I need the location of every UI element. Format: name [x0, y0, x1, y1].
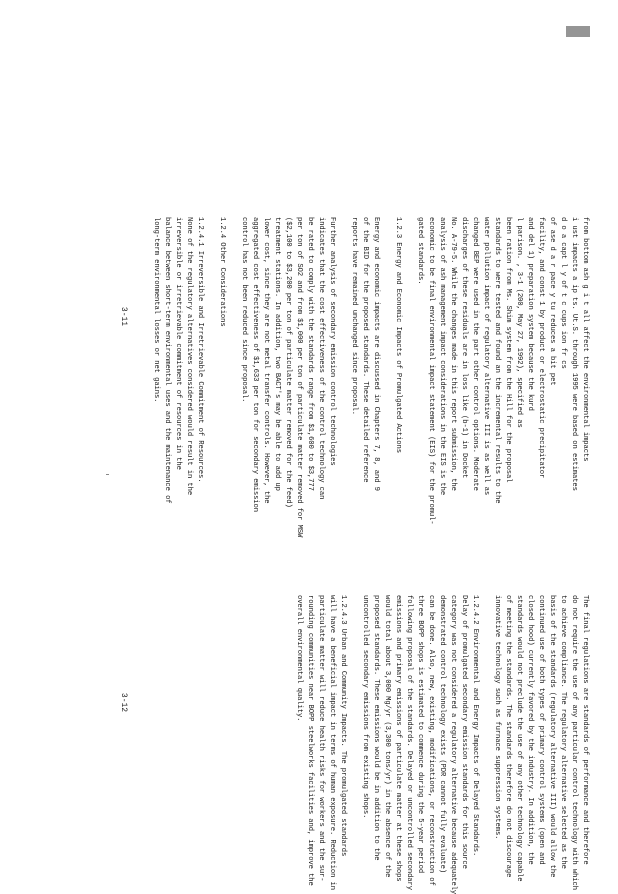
- text-line: Energy and economic impacts are discussed in Chapters 7, 8, and 9: [372, 217, 380, 491]
- text-line: be rated to comply with the standards range from $1,600 to $3,777: [306, 217, 314, 491]
- text-line: of ase d a r pace y tu reduces a bit pet: [548, 217, 556, 386]
- text-line: [403, 217, 414, 487]
- text-line: demonstrated control technology exists (PDR cannot fully evaluate): [438, 595, 446, 874]
- text-line: standards to were tested and found an the incremental results to the: [493, 217, 501, 504]
- scan-speck: [106, 474, 109, 475]
- text-line: basis of the standards (regulatory alternative III) would allow the: [548, 595, 556, 878]
- text-line: [205, 217, 216, 487]
- text-line: particulate matter will reduce health risks for workers and the sur-: [317, 595, 325, 882]
- text-line: i ust impacts a ip ts. Ut.S. through 1995 were based on estimates: [570, 217, 578, 491]
- page-number-1: 3-11: [119, 306, 129, 327]
- text-line: changed BEP were used in the part other control options. Moderate: [471, 217, 479, 491]
- text-line: category was not considered a regulatory alternative because adequately: [449, 595, 457, 894]
- text-line: indicates that the cost effectiveness of the control technology can: [317, 217, 325, 500]
- text-line: uncontrolled secondary emissions from existing shops.: [361, 595, 369, 819]
- text-line: of meeting the standards. The standards therefore do not discourage: [504, 595, 512, 878]
- text-line: overall environmental quality.: [295, 595, 303, 722]
- text-line: continued use of both types of primary control systems (open and: [537, 595, 545, 865]
- text-line: been ration from Ms. Shim system from the Hill for the proposal: [504, 217, 512, 483]
- text-line: will have a beneficial impact in terms of human exposure. Reduction in: [328, 595, 336, 890]
- text-line: 1.2.4.2 Environmental and Energy Impacts of Delayed Standards.: [471, 595, 479, 857]
- text-line: closed hood) currently favored by the industry. In addition, the: [526, 595, 534, 865]
- text-line: irreversible or irretrievable commitment of resources in the: [174, 217, 182, 470]
- text-line: [348, 595, 359, 865]
- text-line: facility, and const 1 by product or electrostatic precipitator: [537, 217, 545, 479]
- text-line: discharges of these residuals are in loss like (b-1) in Docket: [460, 217, 468, 479]
- text-line: aggregated cost effectiveness of $1,633 per ton for secondary emission: [251, 217, 259, 512]
- text-line: lower cost, since they are not metal transfer controls. However, the: [262, 217, 270, 504]
- text-line: per ton of SO2 and from $1,000 per ton of particulate matter removed for MSW: [295, 217, 303, 538]
- text-line: water pollution impact of regulatory alternative III is as well as: [482, 217, 490, 496]
- text-line: ($2,100 to $3,200 per ton of particulate matter removed for the feed): [284, 217, 292, 508]
- text-line: emissions and primary emissions of particulate matter at these shops: [394, 595, 402, 882]
- text-line: control has not been reduced since proposal.: [240, 217, 248, 403]
- text-line: three BOPP shops is estimated to commence during the 5-year period: [416, 595, 424, 874]
- archive-stamp: [566, 26, 590, 37]
- text-line: [337, 217, 348, 487]
- page-number-2: 3-12: [119, 692, 129, 713]
- text-line: and del 1) preparation system because the kurd: [526, 217, 534, 411]
- page-2-text: [40, 595, 590, 894]
- text-line: reports have remained unchanged since proposal.: [350, 217, 358, 416]
- text-line: 1.2.4.3 Urban and Community Impacts. The promulgated standards: [339, 595, 347, 857]
- text-line: No. A-79-5. While the changes made in this report submission, the: [449, 217, 457, 491]
- text-line: Delay of promulgated secondary emission standards for this source: [460, 595, 468, 869]
- text-line: of the BID for the proposed standards. These detailed reference: [361, 217, 369, 483]
- text-line: 1.2.4 Other Considerations: [218, 217, 226, 327]
- text-line: can be done. Also, new, existing, modifications, or reconstruction of: [427, 595, 435, 886]
- text-line: innovative technology such as furnace suppression systems.: [493, 595, 501, 840]
- text-line: [381, 217, 392, 487]
- text-line: [227, 217, 238, 487]
- text-line: would total about 3,000 Mg/yr (3,300 tons/yr) in the absence of the: [383, 595, 391, 878]
- text-line: Further analysis of secondary emission control technologies: [328, 217, 336, 466]
- text-line: None of the regulatory alternatives considered would result in the: [185, 217, 193, 496]
- text-line: following proposal of the standards. Delayed or uncontrolled secondary: [405, 595, 413, 890]
- text-line: 1.2.3 Energy and Economic Impacts of Promulgated Actions: [394, 217, 402, 453]
- text-line: treatment stations. In addition, two BACT's may be able to add up: [273, 217, 281, 491]
- text-line: from bottom ash g i t all affect the environmental impacts: [581, 217, 589, 462]
- text-line: economic to be final environmental impact statement (EIS) for the promul-: [427, 217, 435, 525]
- page-1-text: [40, 217, 590, 538]
- text-line: rounding communities near BOPP steelworks facilities and, improve the: [306, 595, 314, 886]
- text-line: long-term environmental losses or net gains.: [152, 217, 160, 403]
- text-line: do not require the use of any particular control technology with which: [570, 595, 578, 890]
- text-line: d o a capt l y of t c cups ion fr cs: [559, 217, 567, 369]
- text-line: gated standards.: [416, 217, 424, 285]
- text-line: The final regulations are standards of performance and therefore: [581, 595, 589, 865]
- text-line: proposed standards. These emissions would be in addition to the: [372, 595, 380, 861]
- text-line: [480, 595, 491, 865]
- text-line: standards would not preclude the use of any other technology capable: [515, 595, 523, 882]
- text-line: analysis of ash management impact considerations in the EIS is the: [438, 217, 446, 496]
- text-line: l parison. , 3-1 (200, May 27, 1992), specified as: [515, 217, 523, 428]
- text-line: balance between short-term environmental uses and the maintenance of: [163, 217, 171, 504]
- text-line: 1.2.4.1 Irreversible and Irretrievable Commitment of Resources.: [196, 217, 204, 483]
- text-line: to achieve compliance. The regulatory alternative selected as the: [559, 595, 567, 869]
